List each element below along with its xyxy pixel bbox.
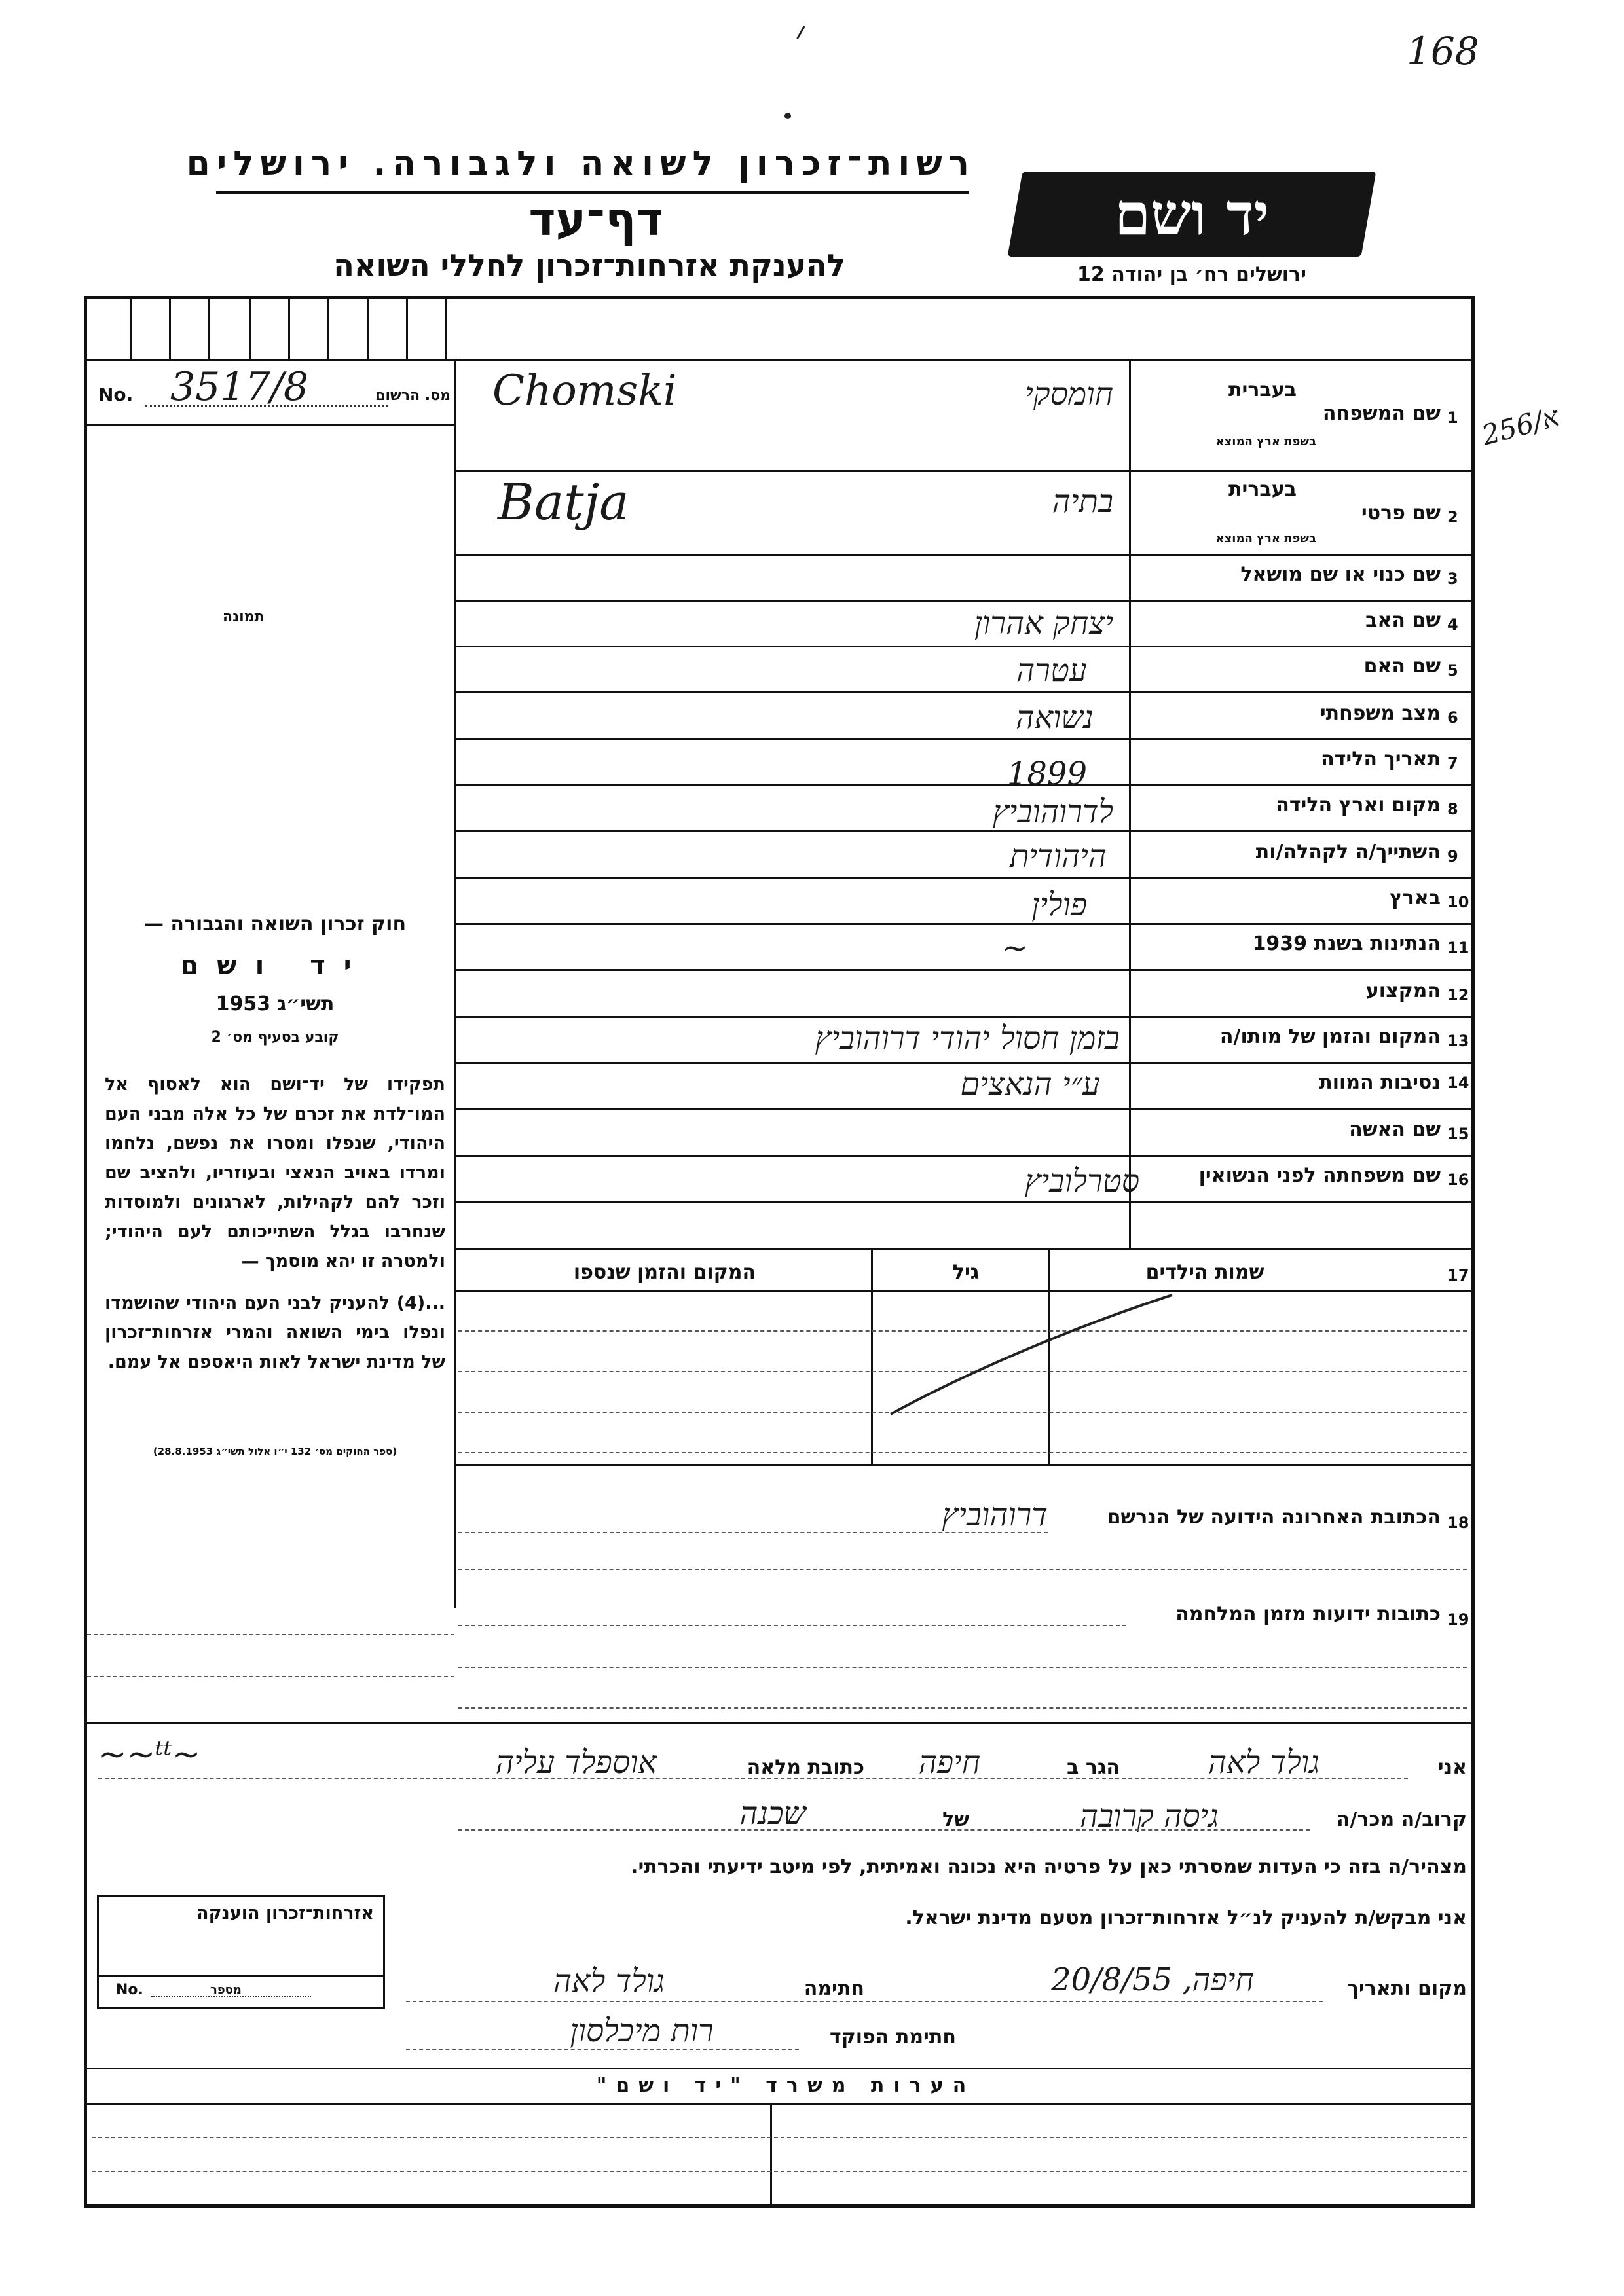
corner-page-number: 168 (1407, 29, 1479, 73)
left-column-divider (454, 359, 456, 1608)
field-label-death-place-time: המקום והזמן של מותו/ה (1219, 1025, 1441, 1048)
field-number: 7 (1447, 754, 1458, 773)
row-line-1 (454, 470, 1471, 472)
value-mother-name: עטרה (1016, 652, 1087, 689)
field-number: 16 (1447, 1171, 1469, 1189)
row-line-3 (454, 600, 1471, 602)
row-line-5 (454, 691, 1471, 693)
box-divider (327, 299, 329, 359)
children-col-age: גיל (952, 1261, 980, 1284)
top-dot (784, 113, 791, 119)
row-line-17 (454, 1248, 1471, 1250)
declaration-top-line (87, 1722, 1471, 1724)
value-marital-status: נשואה (1016, 699, 1094, 736)
box-divider (445, 299, 447, 359)
field-label-community: השתייך/ה לקהלה/ות (1255, 841, 1441, 864)
decl-resident-value: חיפה (918, 1744, 981, 1781)
side-margin-mark: 256/א (1478, 400, 1562, 452)
field-number: 3 (1447, 570, 1458, 588)
row-line-16 (454, 1201, 1471, 1203)
field-number: 8 (1447, 800, 1458, 818)
row-line-14 (454, 1108, 1471, 1110)
box-divider (169, 299, 171, 359)
remarks-divider (770, 2103, 772, 2204)
field-number: 18 (1447, 1514, 1469, 1532)
value-birth-place: לדרוהוביץ (992, 793, 1113, 830)
law-body: תפקידו של יד־ושם הוא לאסוף אל המו־לדת את זכרם של כל אלה מבני העם היהודי, שנפלו ומסרו את נפשם, נלחמו ומרדו באויב הנאצי ובעוזריו, ולהציב שם וזכר להם לקהילות, לארגונים ולמוסדות שנחרבו בגלל השתייכותם לעם היהודי; ולמטרה זו יהא מוסמך — (105, 1074, 445, 1271)
decl-address-label: כתובת מלאה (747, 1756, 864, 1779)
decl-line (458, 1829, 1310, 1831)
field-label-last-address: הכתובת האחרונה הידועה של הנרשם (1107, 1506, 1441, 1529)
address-line (458, 1532, 1048, 1533)
field-label-marital-status: מצב משפחתי (1320, 702, 1441, 725)
form-title: דף־עד (528, 192, 663, 246)
registration-dots (145, 405, 388, 407)
top-boxes-line (87, 359, 1471, 361)
address-line (458, 1707, 1467, 1709)
logo-text: יד ושם (1115, 180, 1269, 248)
decl-resident-label: הגר ב (1067, 1756, 1120, 1779)
address-line (87, 1634, 454, 1635)
registration-no-label: No. (98, 384, 134, 405)
label-column-divider (1129, 359, 1131, 1249)
field-number: 5 (1447, 661, 1458, 680)
address-line (458, 1667, 1467, 1668)
field-number: 6 (1447, 708, 1458, 727)
box-divider (249, 299, 251, 359)
decl-request: אני מבקש/ת להעניק לנ״ל אזרחות־זכרון מטעם מדינת ישראל. (905, 1906, 1467, 1929)
children-bottom-line (454, 1464, 1471, 1466)
citizenship-box-no: No. (116, 1982, 143, 1998)
decl-of-label: של (942, 1808, 969, 1831)
officer-line (406, 2049, 799, 2050)
registration-label: מס. הרשום (375, 388, 451, 404)
field-number: 9 (1447, 847, 1458, 866)
row-line-2 (454, 554, 1471, 556)
yad-vashem-logo (1008, 172, 1376, 257)
place-date-label: מקום ותאריך (1347, 1977, 1467, 2000)
registration-number: 3517/8 (170, 364, 309, 410)
law-clause-4: ...(4) להעניק לבני העם היהודי שהושמדו ונפלו בימי השואה והמרי אזרחות־זכרון של מדינת ישראל לאות היאספם אל עמם. (105, 1293, 445, 1372)
law-year: תשי״ג 1953 (215, 993, 335, 1015)
value-community: היהודית (1010, 838, 1107, 875)
citizenship-granted-box (97, 1895, 385, 2009)
value-family-name-hebrew: חומסקי (1025, 376, 1113, 412)
row-line-12 (454, 1016, 1471, 1018)
decl-address-scribble: ~~ᵗᵗ~ (98, 1735, 201, 1774)
remarks-header-line (87, 2103, 1471, 2105)
field-number: 17 (1447, 1266, 1469, 1285)
field-label-birth-date: תאריך הלידה (1321, 748, 1441, 771)
field-label-wartime-addresses: כתובות ידועות מזמן המלחמה (1175, 1603, 1441, 1626)
value-first-name-hebrew: בתיה (1052, 483, 1113, 520)
field-number: 13 (1447, 1032, 1469, 1050)
authority-title: רשות־זכרון לשואה ולגבורה. ירושלים (186, 144, 976, 183)
value-death-circumstances: ע״י הנאצים (960, 1066, 1100, 1102)
box-divider (367, 299, 369, 359)
law-name: יד ושם (180, 951, 370, 981)
value-family-name-latin: Chomski (492, 367, 677, 415)
remarks-line (92, 2171, 1467, 2172)
children-row-line (458, 1452, 1467, 1453)
row-line-4 (454, 646, 1471, 647)
registration-line (87, 424, 454, 426)
value-maiden-name: סטרלוביץ (1024, 1163, 1139, 1199)
box-divider (288, 299, 290, 359)
row-line-11 (454, 969, 1471, 971)
value-citizenship-1939: ~ (1001, 930, 1028, 966)
children-col-names: שמות הילדים (1145, 1261, 1264, 1284)
logo-address: ירושלים רח׳ בן יהודה 12 (1077, 263, 1306, 286)
decl-relative-label: קרוב/ה מכר/ה (1336, 1808, 1467, 1831)
law-title: חוק זכרון השואה והגבורה — (143, 913, 407, 936)
children-strike-through (871, 1283, 1185, 1427)
field-number: 2 (1447, 508, 1458, 526)
photo-label: תמונה (223, 609, 265, 625)
officer-signature-value: רות מיכלסון (570, 2013, 714, 2049)
row-line-13 (454, 1062, 1471, 1064)
children-col-place: המקום והזמן שנספו (573, 1261, 756, 1284)
decl-i-label: אני (1437, 1756, 1467, 1779)
top-stray-mark (796, 26, 805, 39)
field-number: 1 (1447, 409, 1458, 427)
remarks-title: הערות משרד "יד ושם" (596, 2074, 976, 2097)
field-label-mother-name: שם האם (1363, 655, 1441, 678)
field-label-father-name: שם האב (1365, 609, 1441, 632)
value-last-address: דרוהוביץ (942, 1497, 1048, 1533)
decl-i-value: גולד לאה (1208, 1744, 1320, 1781)
box-divider (406, 299, 408, 359)
decl-statement: מצהיר/ה בזה כי העדות שמסרתי כאן על פרטיה היא נכונה ואמיתית, לפי מיטב ידיעתי והכרתי. (631, 1855, 1467, 1878)
box-divider (130, 299, 132, 359)
officer-signature-label: חתימת הפוקד (830, 2026, 956, 2049)
field-number: 12 (1447, 986, 1469, 1004)
field-number: 14 (1447, 1074, 1469, 1092)
remarks-line (92, 2137, 1467, 2138)
row-line-6 (454, 738, 1471, 740)
address-line (458, 1569, 1467, 1570)
decl-line (98, 1778, 1408, 1779)
field-label-maiden-name: שם משפחתה לפני הנשואין (1198, 1164, 1441, 1187)
field-label-death-circumstances: נסיבות המוות (1319, 1071, 1441, 1094)
field-label-birth-place: מקום וארץ הלידה (1276, 793, 1441, 816)
field-label-wife-name: שם האשה (1349, 1118, 1441, 1141)
signature-value: גולד לאה (553, 1963, 665, 1999)
value-country: פולין (1031, 886, 1087, 923)
decl-relative-value: גיסה קרובה (1080, 1798, 1219, 1834)
remarks-top-line (87, 2068, 1471, 2069)
decl-of-value: שכנה (739, 1795, 806, 1832)
field-number: 11 (1447, 939, 1469, 957)
form-subtitle: להענקת אזרחות־זכרון לחללי השואה (333, 247, 845, 283)
value-first-name-latin: Batja (498, 473, 629, 531)
value-birth-date: 1899 (1006, 756, 1087, 792)
citizenship-box-title: אזרחות־זכרון הוענקה (196, 1903, 374, 1923)
field-label-country: בארץ (1389, 886, 1441, 909)
field-label-citizenship-1939: הנתינות בשנת 1939 (1252, 932, 1441, 955)
field-label-first-name: שם פרטי (1361, 501, 1441, 524)
law-reference: (ספר החוקים מס׳ 132 י״ו אלול תשי״ג 28.8.1953) (153, 1446, 397, 1457)
field-number: 15 (1447, 1125, 1469, 1143)
address-line (87, 1676, 454, 1677)
citizenship-box-line (99, 1975, 383, 1977)
field-label-nickname: שם כנוי או שם מושאל (1240, 563, 1441, 586)
row-line-10 (454, 923, 1471, 925)
box-divider (208, 299, 210, 359)
decl-address-value: אוספלד עליה (495, 1744, 657, 1781)
citizenship-box-number-label: מספר (210, 1983, 242, 1997)
place-date-value: חיפה, 20/8/55 (1051, 1961, 1254, 1998)
law-clause-ref: קובע בסעיף מס׳ 2 (211, 1029, 339, 1046)
signature-label: חתימה (803, 1977, 864, 2000)
row-line-15 (454, 1155, 1471, 1157)
field-number: 19 (1447, 1611, 1469, 1629)
field-label-family-name: שם המשפחה (1322, 402, 1441, 425)
value-death-place-time: בזמן חסול יהודי דרוהוביץ (815, 1020, 1120, 1057)
citizenship-box-dots (151, 1996, 311, 1997)
row-line-8 (454, 830, 1471, 832)
address-line (458, 1625, 1126, 1626)
field-origin-language-note: בשפת ארץ המוצא (1215, 435, 1316, 448)
field-origin-language-note: בשפת ארץ המוצא (1215, 532, 1316, 545)
field-label-profession: המקצוע (1365, 979, 1441, 1002)
field-hebrew-tag: בעברית (1228, 378, 1297, 401)
value-father-name: יצחק אהרון (974, 605, 1113, 642)
field-number: 4 (1447, 615, 1458, 634)
field-hebrew-tag: בעברית (1228, 478, 1297, 501)
row-line-9 (454, 877, 1471, 879)
field-number: 10 (1447, 893, 1469, 911)
signature-line (406, 2001, 1323, 2002)
